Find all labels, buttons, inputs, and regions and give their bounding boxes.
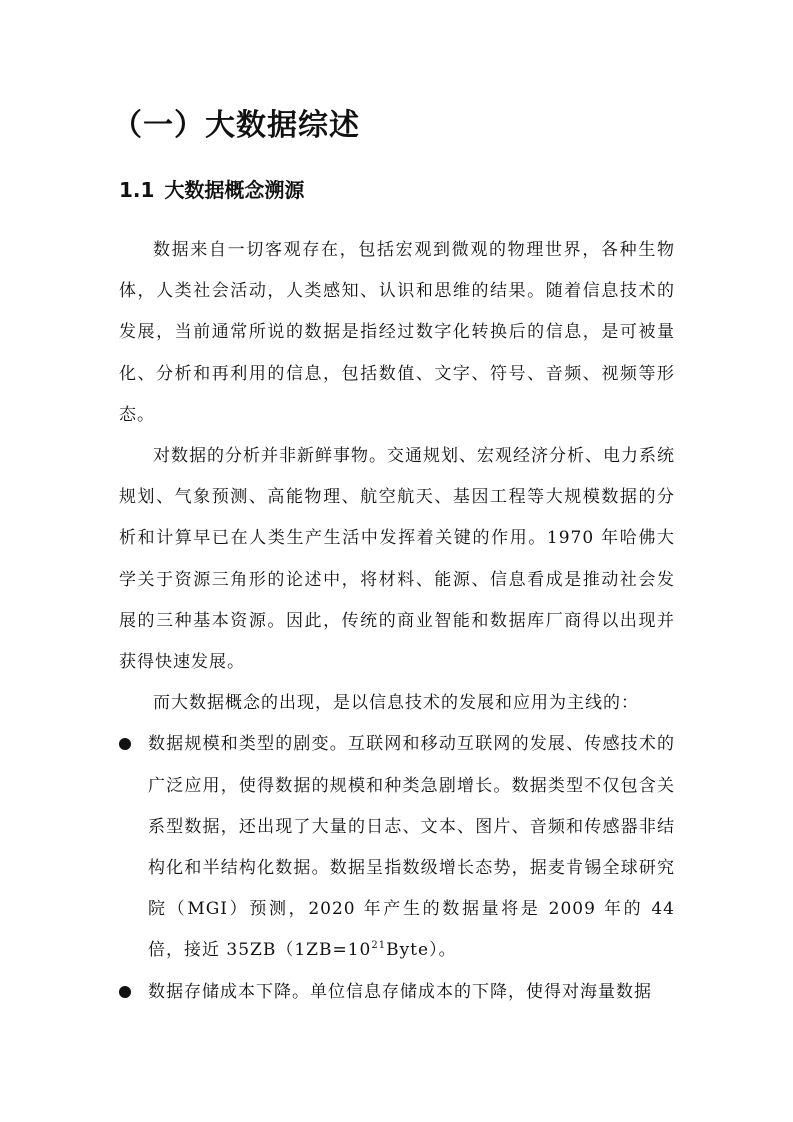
list-item-text: 数据规模和类型的剧变。互联网和移动互联网的发展、传感技术的广泛应用，使得数据的规模和种类急剧增长。数据类型不仅包含关系型数据，还出现了大量的日志、文本、图片、音频和传感器非结构化和半结构化数据。数据呈指数级增长态势，据麦肯锡全球研究院（MGI）预测，2020 年产生的数据量将是 2009 年的 44 倍，接近 35ZB（	[148, 734, 675, 961]
unit-tail: Byte）。	[386, 940, 457, 961]
list-item	[119, 972, 675, 1013]
unit-exponent: 21	[371, 940, 387, 952]
chapter-title: （一）大数据综述	[112, 108, 360, 143]
bullet-icon	[119, 738, 131, 750]
paragraph: 数据来自一切客观存在，包括宏观到微观的物理世界，各种生物体，人类社会活动，人类感知、认识和思维的结果。随着信息技术的发展，当前通常所说的数据是指经过数字化转换后的信息，是可被量化、分析和再利用的信息，包括数值、文字、符号、音频、视频等形态。	[119, 240, 675, 425]
list-item	[119, 724, 675, 971]
section-number: 1.1	[119, 178, 155, 202]
section-title: 大数据概念溯源	[164, 178, 305, 202]
body-text	[119, 230, 675, 1013]
section-heading	[119, 174, 304, 203]
paragraph: 而大数据概念的出现，是以信息技术的发展和应用为主线的：	[153, 693, 639, 714]
bullet-list	[119, 724, 675, 1012]
bullet-icon	[119, 986, 131, 998]
paragraph: 对数据的分析并非新鲜事物。交通规划、宏观经济分析、电力系统规划、气象预测、高能物理、航空航天、基因工程等大规模数据的分析和计算早已在人类生产生活中发挥着关键的作用。1970 年哈佛大学关于资源三角形的论述中，将材料、能源、信息看成是推动社会发展的三种基本资源。因此，传统的商业智能和数据库厂商得以出现并获得快速发展。	[119, 446, 675, 673]
unit-base: 1ZB=10	[294, 940, 372, 961]
list-item-text: 数据存储成本下降。单位信息存储成本的下降，使得对海量数据	[148, 981, 652, 1002]
